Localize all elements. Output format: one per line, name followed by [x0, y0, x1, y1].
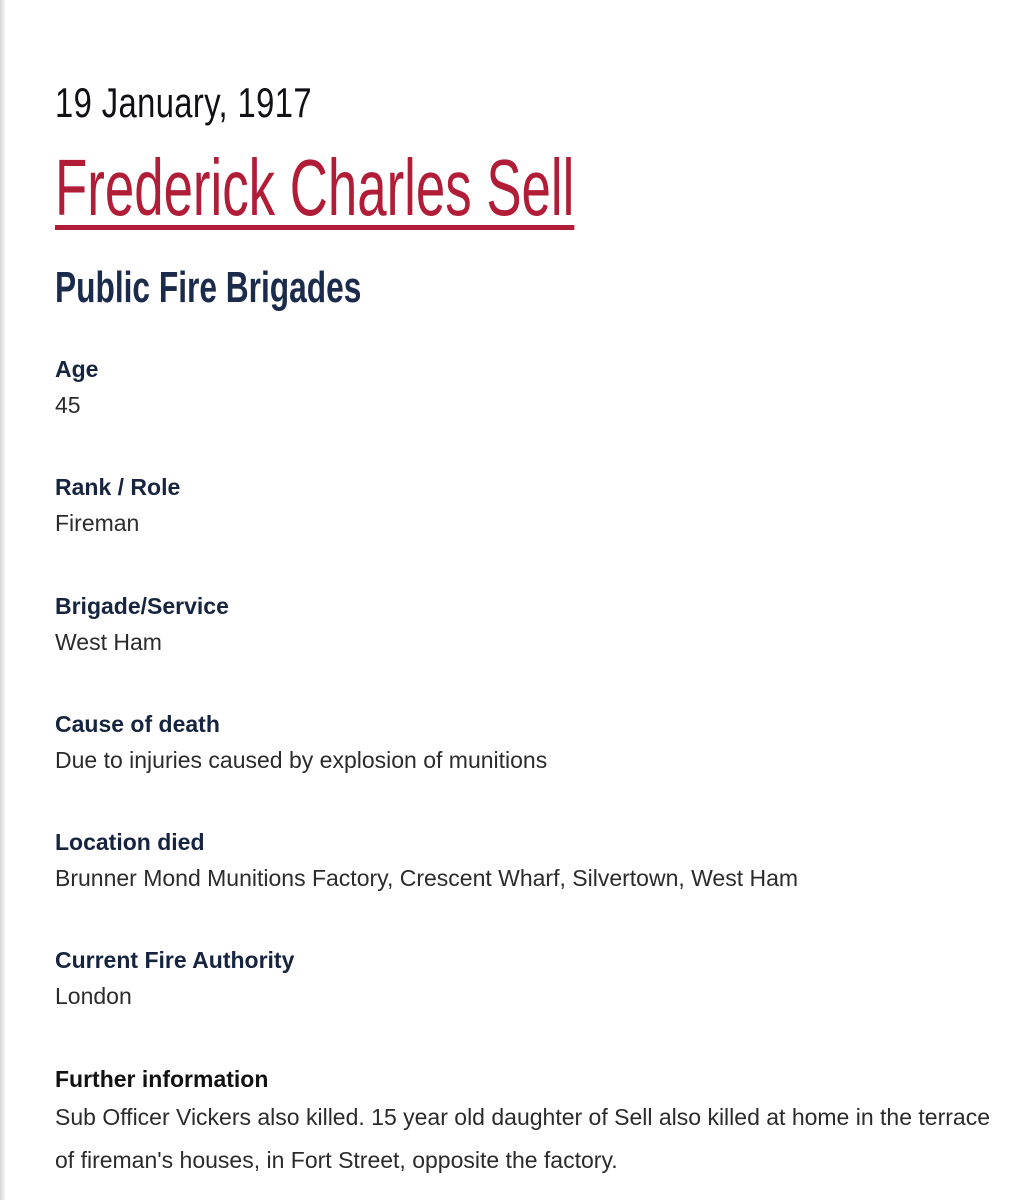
- location-value: Brunner Mond Munitions Factory, Crescent Wharf, Silvertown, West Ham: [55, 865, 799, 891]
- authority-field: [55, 943, 995, 1015]
- brigade-label: Brigade/Service: [55, 593, 229, 619]
- page-left-border: [0, 0, 6, 1200]
- cause-field: [55, 707, 995, 779]
- rank-field: [55, 470, 995, 542]
- further-info-label: Further information: [55, 1066, 269, 1092]
- further-info-value: Sub Officer Vickers also killed. 15 year old daughter of Sell also killed at home in the terrace of fireman's houses, in Fort Street, opposite the factory.: [55, 1104, 990, 1173]
- age-label: Age: [55, 356, 99, 382]
- further-info-field: [55, 1062, 995, 1182]
- age-value: 45: [55, 392, 81, 418]
- location-label: Location died: [55, 829, 205, 855]
- authority-value: London: [55, 983, 132, 1009]
- person-name-link[interactable]: Frederick Charles Sell: [55, 143, 575, 232]
- death-date: 19 January, 1917: [55, 79, 312, 126]
- cause-label: Cause of death: [55, 711, 220, 737]
- brigade-field: [55, 589, 995, 661]
- age-field: [55, 352, 995, 424]
- cause-value: Due to injuries caused by explosion of munitions: [55, 747, 548, 773]
- rank-value: Fireman: [55, 510, 140, 536]
- brigade-value: West Ham: [55, 629, 162, 655]
- location-field: [55, 825, 995, 897]
- authority-label: Current Fire Authority: [55, 947, 295, 973]
- organisation-heading: Public Fire Brigades: [55, 263, 362, 312]
- rank-label: Rank / Role: [55, 474, 181, 500]
